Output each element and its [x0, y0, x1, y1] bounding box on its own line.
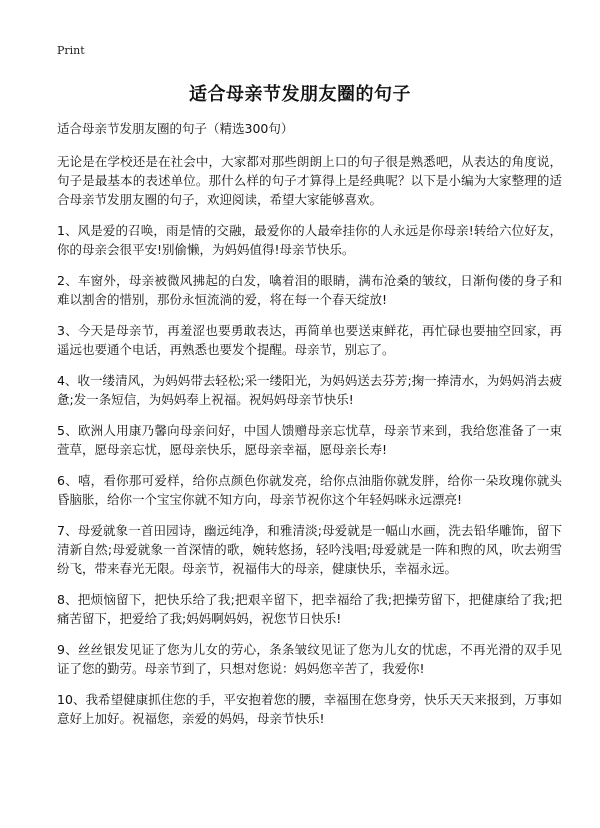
list-item: 10、我希望健康抓住您的手，平安抱着您的腰，幸福围在您身旁，快乐天天来报到，万事如意好上加好。祝福您，亲爱的妈妈，母亲节快乐!: [57, 692, 562, 726]
list-item: 8、把烦恼留下，把快乐给了我;把艰辛留下，把幸福给了我;把操劳留下，把健康给了我;把痛苦留下，把爱给了我;妈妈啊妈妈，祝您节日快乐!: [57, 592, 562, 626]
intro-paragraph: 无论是在学校还是在社会中，大家都对那些朗朗上口的句子很是熟悉吧，从表达的角度说，句子是最基本的表述单位。那什么样的句子才算得上是经典呢？以下是小编为大家整理的适合母亲节发朋友圈的句子，欢迎阅读，希望大家能够喜欢。: [57, 154, 562, 207]
list-item: 4、收一缕清风，为妈妈带去轻松;采一缕阳光，为妈妈送去芬芳;掬一捧清水，为妈妈消去疲惫;发一条短信，为妈妈奉上祝福。祝妈妈母亲节快乐!: [57, 373, 562, 407]
page-title: 适合母亲节发朋友圈的句子: [189, 84, 411, 105]
document-subtitle: 适合母亲节发朋友圈的句子（精选300句）: [57, 121, 294, 136]
list-item: 9、丝丝银发见证了您为儿女的劳心，条条皱纹见证了您为儿女的忧虑，不再光滑的双手见证了您的勤劳。母亲节到了，只想对您说：妈妈您辛苦了，我爱你!: [57, 642, 562, 676]
print-label[interactable]: Print: [57, 44, 85, 57]
list-item: 7、母爱就象一首田园诗，幽远纯净，和雅清淡;母爱就是一幅山水画，洗去铅华雕饰，留下清新自然;母爱就象一首深情的歌，婉转悠扬，轻吟浅唱;母爱就是一阵和煦的风，吹去朔雪纷飞，带来春光无限。母亲节，祝福伟大的母亲，健康快乐，幸福永远。: [57, 523, 562, 576]
list-item: 6、嘻，看你那可爱样，给你点颜色你就发亮，给你点油脂你就发胖，给你一朵玫瑰你就头昏脑胀，给你一个宝宝你就不知方向，母亲节祝你这个年轻妈咪永远漂亮!: [57, 473, 562, 507]
list-item: 2、车窗外，母亲被微风拂起的白发，噙着泪的眼睛，满布沧桑的皱纹，日渐佝偻的身子和难以割舍的惜别，那份永恒流淌的爱，将在每一个春天绽放!: [57, 273, 562, 307]
document-body: [57, 120, 562, 740]
list-item: 3、今天是母亲节，再羞涩也要勇敢表达，再简单也要送束鲜花，再忙碌也要抽空回家，再遥远也要通个电话，再熟悉也要发个提醒。母亲节，别忘了。: [57, 323, 562, 357]
list-item: 1、风是爱的召唤，雨是情的交融，最爱你的人最牵挂你的人永远是你母亲!转给六位好友，你的母亲会很平安!别偷懒，为妈妈值得!母亲节快乐。: [57, 223, 562, 257]
list-item: 5、欧洲人用康乃馨向母亲问好，中国人馈赠母亲忘忧草，母亲节来到，我给您准备了一束萱草，愿母亲忘忧，愿母亲快乐，愿母亲幸福，愿母亲长寿!: [57, 423, 562, 457]
